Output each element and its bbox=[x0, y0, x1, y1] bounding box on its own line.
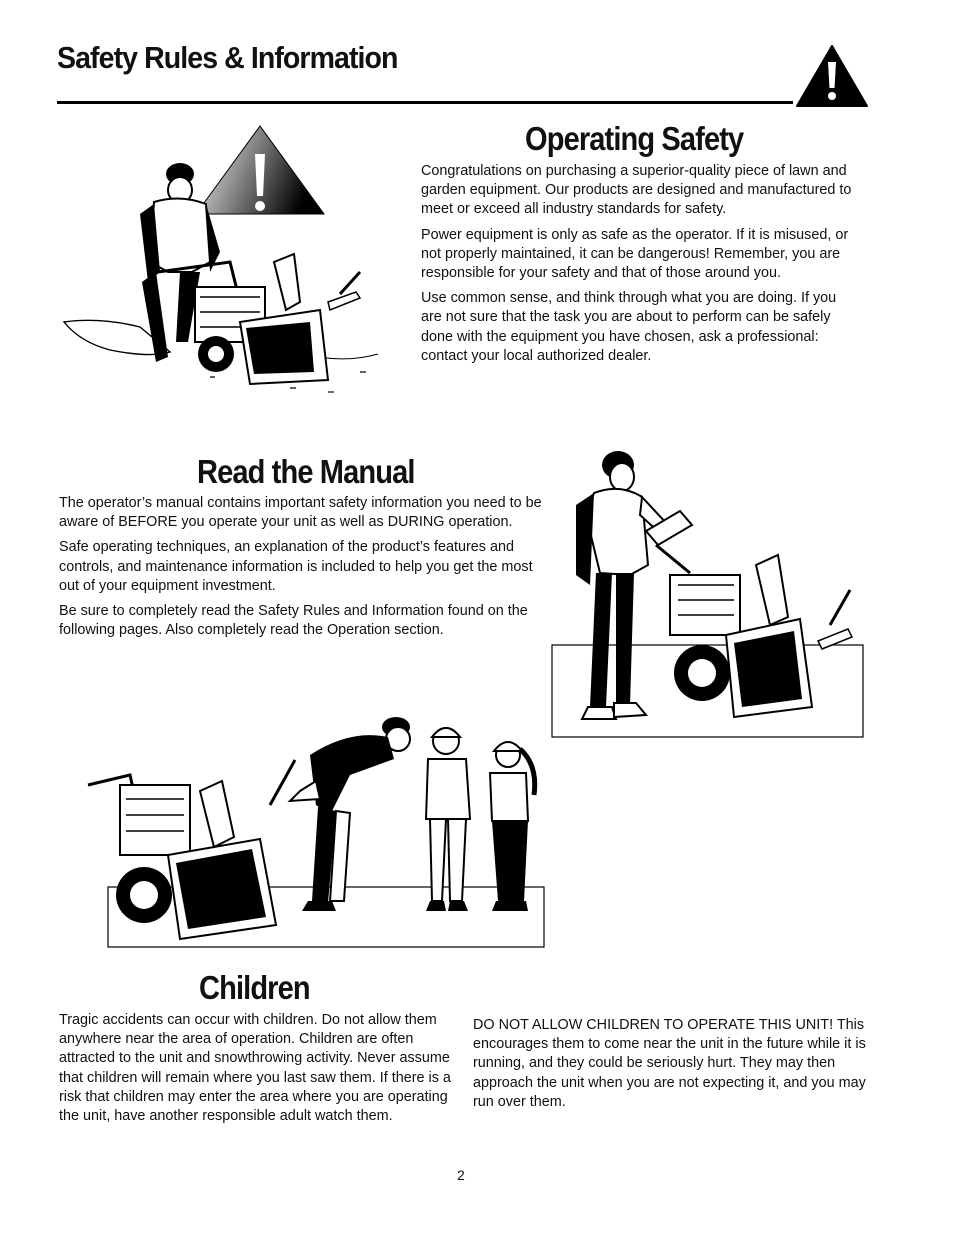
children-heading: Children bbox=[199, 969, 310, 1006]
read-manual-body bbox=[59, 494, 547, 640]
adult-with-children-illustration bbox=[80, 715, 550, 951]
children-left-paragraph: Tragic accidents can occur with children. Do not allow them anywhere near the area of operation. Children are often attracted to the unit and snowthrowing activity. Never assume that children will remain where you last saw them. If there is a risk that children may enter the area where you are operating the unit, have another responsible adult watch them. bbox=[59, 1012, 451, 1125]
read-manual-heading: Read the Manual bbox=[197, 453, 415, 490]
operator-snowthrower-illustration bbox=[60, 122, 380, 397]
operating-safety-body bbox=[421, 162, 857, 366]
read-manual-paragraph-2: Safe operating techniques, an explanation of the product’s features and controls, and maintenance information is included to help you get the most out of your equipment investment. bbox=[59, 539, 533, 594]
operating-safety-paragraph-2: Power equipment is only as safe as the operator. If it is misused, or not properly maintained, it can be dangerous! Remember, you are responsible for your safety and that of those around you. bbox=[421, 226, 849, 282]
header-rule bbox=[57, 101, 793, 104]
operating-safety-paragraph-3: Use common sense, and think through what you are doing. If you are not sure that the task you are about to perform can be safely done with the equipment you have chosen, ask a professional: contact your local authorized dealer. bbox=[421, 290, 837, 364]
operating-safety-heading: Operating Safety bbox=[525, 120, 744, 157]
gradient-warning-triangle-icon bbox=[196, 126, 324, 214]
read-manual-paragraph-1: The operator’s manual contains important safety information you need to be aware of BEFORE you operate your unit as well as DURING operation. bbox=[59, 495, 542, 531]
operating-safety-paragraph-1: Congratulations on purchasing a superior-quality piece of lawn and garden equipment. Our products are designed and manufactured to meet or exceed all industry standards for safety. bbox=[421, 163, 852, 218]
children-right-paragraph: DO NOT ALLOW CHILDREN TO OPERATE THIS UNIT! This encourages them to come near the unit in the future while it is running, and they could be seriously hurt. They may then approach the unit when you are not expecting it, and you may run over them. bbox=[473, 1017, 866, 1110]
warning-triangle-icon bbox=[795, 44, 869, 108]
man-reading-manual-illustration bbox=[550, 445, 865, 740]
read-manual-paragraph-3: Be sure to completely read the Safety Rules and Information found on the following pages. Also completely read the Operation section. bbox=[59, 603, 528, 639]
page-title: Safety Rules & Information bbox=[57, 40, 398, 75]
page-number: 2 bbox=[457, 1167, 465, 1183]
